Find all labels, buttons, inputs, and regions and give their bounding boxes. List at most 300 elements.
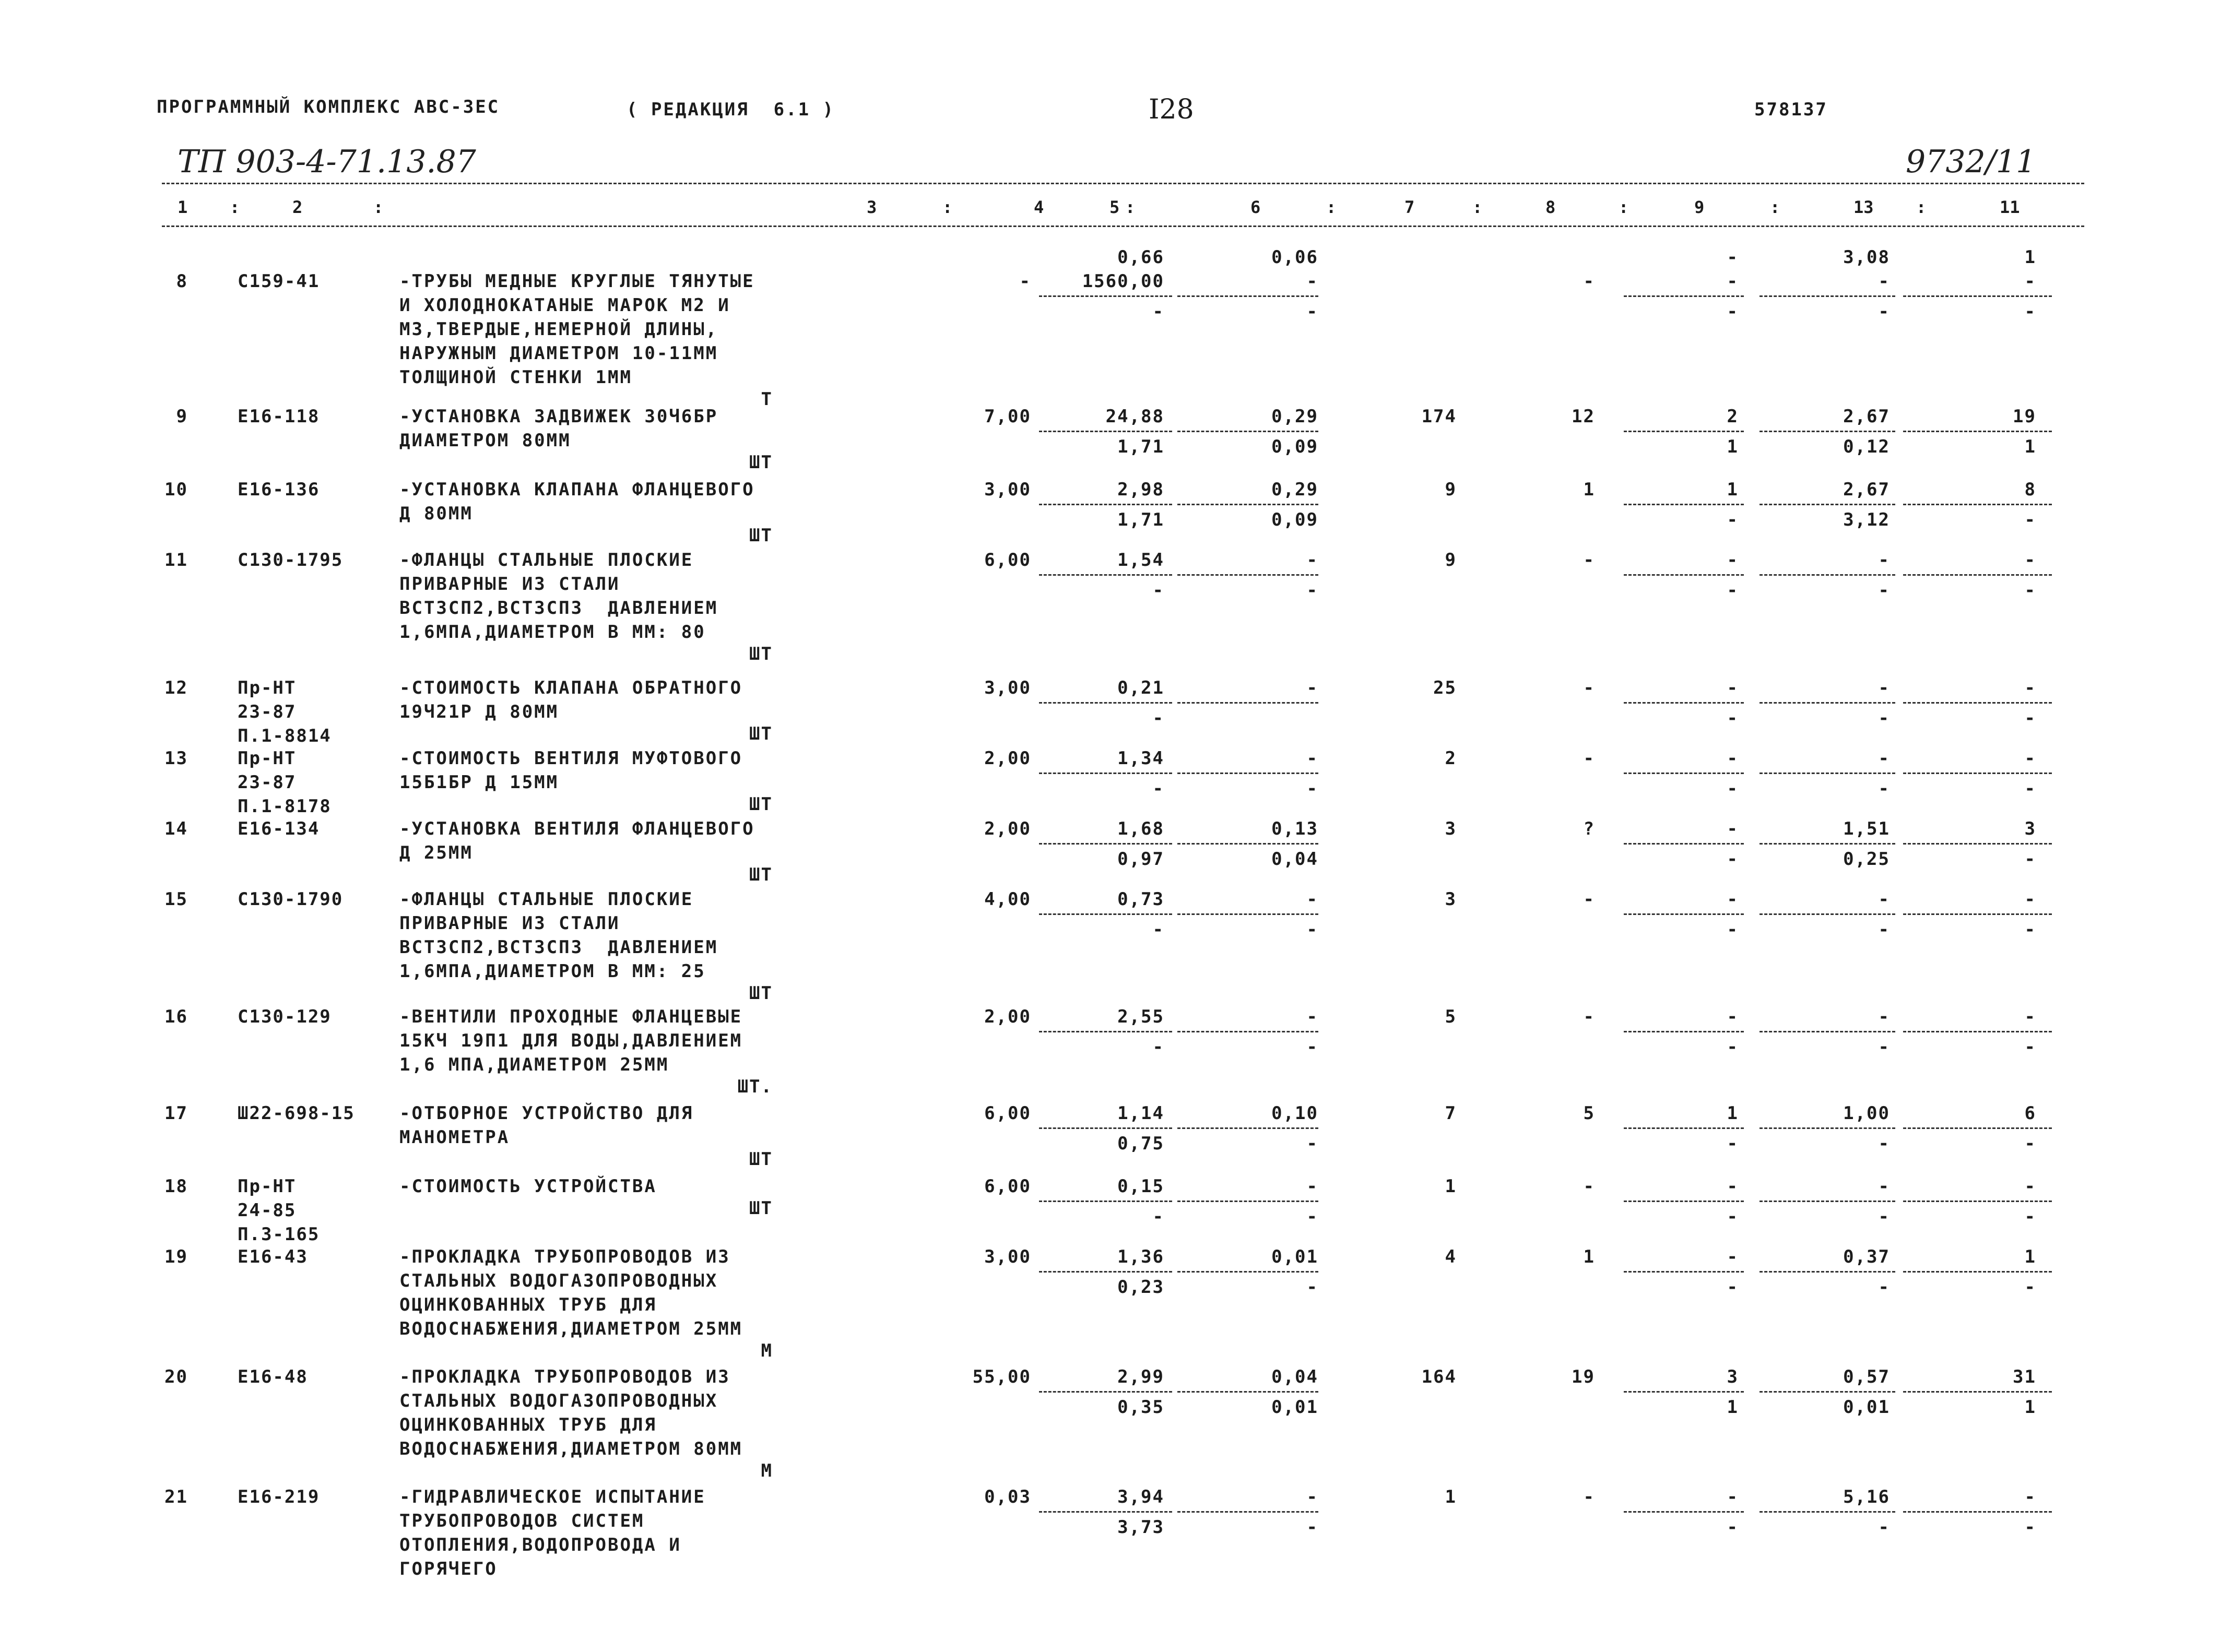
value-c7: 9: [1445, 550, 1457, 571]
value-c5: 1,68: [1117, 818, 1164, 839]
work-description: ПРИВАРНЫЕ ИЗ СТАЛИ: [399, 574, 620, 595]
value-c7: 9: [1445, 479, 1457, 500]
row-number: 18: [164, 1176, 188, 1197]
sub-value-c9: -: [1727, 849, 1739, 870]
sub-value-c9: -: [1727, 580, 1739, 601]
norm-code: 23-87: [238, 702, 297, 722]
work-description: И ХОЛОДНОКАТАНЫЕ МАРОК М2 И: [399, 295, 730, 316]
value-c11: 1: [2024, 1246, 2036, 1267]
sub-value-c13: 0,25: [1843, 849, 1890, 870]
row-separator: [1624, 504, 1744, 505]
row-separator: [1177, 1127, 1318, 1129]
norm-code: П.1-8814: [238, 726, 332, 746]
row-separator: [1760, 843, 1895, 845]
value-c13: 0,37: [1843, 1246, 1890, 1267]
row-number: 8: [176, 271, 188, 292]
row-separator: [1903, 574, 2052, 576]
value-c8: -: [1583, 748, 1595, 769]
work-description: Д 25ММ: [399, 842, 473, 863]
sub-value-c11: -: [2024, 509, 2036, 530]
row-separator: [1177, 772, 1318, 774]
sub-value-c9: -: [1727, 301, 1739, 322]
value-c8: -: [1583, 678, 1595, 698]
row-separator: [1624, 574, 1744, 576]
norm-code: С130-129: [238, 1006, 332, 1027]
sub-value-c5: 0,97: [1117, 849, 1164, 870]
sub-value-c5: -: [1152, 919, 1164, 940]
pre-value-c9: -: [1727, 247, 1739, 268]
unit-label: ШТ.: [737, 1076, 773, 1097]
column-header: :: [230, 197, 240, 217]
sub-value-c5: 0,75: [1117, 1133, 1164, 1154]
value-c11: -: [2024, 678, 2036, 698]
sub-value-c9: -: [1727, 919, 1739, 940]
value-c7: 174: [1421, 406, 1457, 427]
norm-code: Пр-НТ: [238, 1176, 297, 1197]
project-stamp: ТП 903-4-71.13.87: [178, 144, 476, 180]
value-c5: 0,21: [1117, 678, 1164, 698]
unit-label: ШТ: [749, 525, 773, 546]
row-separator: [1039, 913, 1172, 915]
value-c4: 0,03: [984, 1487, 1031, 1507]
sub-value-c11: -: [2024, 1133, 2036, 1154]
sub-value-c9: 1: [1727, 1397, 1739, 1418]
sub-value-c13: -: [1878, 1277, 1890, 1298]
row-separator: [1760, 431, 1895, 432]
sub-value-c9: -: [1727, 778, 1739, 799]
row-separator: [1039, 295, 1172, 297]
value-c9: -: [1727, 678, 1739, 698]
row-separator: [1039, 431, 1172, 432]
row-separator: [1624, 772, 1744, 774]
value-c5: 0,15: [1117, 1176, 1164, 1197]
row-number: 19: [164, 1246, 188, 1267]
norm-code: П.3-165: [238, 1224, 320, 1245]
row-number: 9: [176, 406, 188, 427]
column-header: 2: [292, 197, 303, 217]
norm-code: Е16-136: [238, 479, 320, 500]
sub-value-c6: -: [1306, 778, 1318, 799]
row-separator: [1039, 504, 1172, 505]
row-separator: [1760, 1391, 1895, 1393]
value-c8: 12: [1572, 406, 1595, 427]
sub-value-c6: 0,09: [1271, 436, 1318, 457]
sub-value-c13: -: [1878, 708, 1890, 729]
work-description: Д 80ММ: [399, 503, 473, 524]
column-header: :: [1770, 197, 1780, 217]
norm-code: С159-41: [238, 271, 320, 292]
sub-value-c5: 1,71: [1117, 436, 1164, 457]
sub-value-c11: -: [2024, 580, 2036, 601]
value-c13: 1,51: [1843, 818, 1890, 839]
sub-value-c9: -: [1727, 1277, 1739, 1298]
value-c4: 6,00: [984, 550, 1031, 571]
value-c7: 7: [1445, 1103, 1457, 1124]
work-description: 19Ч21Р Д 80ММ: [399, 702, 559, 722]
row-number: 17: [164, 1103, 188, 1124]
value-c9: -: [1727, 1487, 1739, 1507]
sheet-stamp: 9732/11: [1906, 144, 2036, 180]
unit-label: ШТ: [749, 644, 773, 664]
program-title: ПРОГРАММНЫЙ КОМПЛЕКС АВС-ЗЕС: [157, 97, 500, 117]
work-description: ОЦИНКОВАННЫХ ТРУБ ДЛЯ: [399, 1415, 657, 1435]
sub-value-c13: -: [1878, 1206, 1890, 1227]
value-c5: 0,73: [1117, 889, 1164, 910]
row-separator: [1760, 574, 1895, 576]
sub-value-c13: 3,12: [1843, 509, 1890, 530]
value-c9: 1: [1727, 479, 1739, 500]
value-c5: 1560,00: [1082, 271, 1164, 292]
sub-value-c5: 0,23: [1117, 1277, 1164, 1298]
sub-value-c6: 0,09: [1271, 509, 1318, 530]
row-number: 13: [164, 748, 188, 769]
row-separator: [1760, 702, 1895, 704]
row-separator: [1039, 702, 1172, 704]
header-rule-top: [162, 183, 2084, 184]
value-c11: 8: [2024, 479, 2036, 500]
column-header: :: [373, 197, 384, 217]
value-c7: 4: [1445, 1246, 1457, 1267]
unit-label: ШТ: [749, 1149, 773, 1170]
sub-value-c6: -: [1306, 1206, 1318, 1227]
column-header: :: [1916, 197, 1927, 217]
value-c6: 0,29: [1271, 406, 1318, 427]
value-c9: -: [1727, 1246, 1739, 1267]
value-c13: 5,16: [1843, 1487, 1890, 1507]
column-header: 1: [178, 197, 188, 217]
value-c8: -: [1583, 1487, 1595, 1507]
row-separator: [1760, 1127, 1895, 1129]
value-c13: 0,57: [1843, 1366, 1890, 1387]
value-c4: 55,00: [972, 1366, 1031, 1387]
value-c6: 0,13: [1271, 818, 1318, 839]
work-description: ПРИВАРНЫЕ ИЗ СТАЛИ: [399, 913, 620, 934]
work-description: ДИАМЕТРОМ 80ММ: [399, 430, 571, 451]
sub-value-c13: -: [1878, 1517, 1890, 1538]
value-c4: 7,00: [984, 406, 1031, 427]
value-c4: 2,00: [984, 1006, 1031, 1027]
work-description: -УСТАНОВКА КЛАПАНА ФЛАНЦЕВОГО: [399, 479, 755, 500]
row-separator: [1903, 1391, 2052, 1393]
sub-value-c11: -: [2024, 708, 2036, 729]
norm-code: 24-85: [238, 1200, 297, 1221]
value-c7: 3: [1445, 889, 1457, 910]
value-c11: 19: [2013, 406, 2036, 427]
row-separator: [1624, 1201, 1744, 1202]
row-separator: [1177, 1031, 1318, 1032]
pre-value-c13: 3,08: [1843, 247, 1890, 268]
value-c5: 1,34: [1117, 748, 1164, 769]
row-separator: [1624, 295, 1744, 297]
sub-value-c5: -: [1152, 708, 1164, 729]
value-c5: 3,94: [1117, 1487, 1164, 1507]
work-description: СТАЛЬНЫХ ВОДОГАЗОПРОВОДНЫХ: [399, 1390, 718, 1411]
value-c13: -: [1878, 748, 1890, 769]
sub-value-c9: -: [1727, 1037, 1739, 1057]
work-description: ОЦИНКОВАННЫХ ТРУБ ДЛЯ: [399, 1294, 657, 1315]
sub-value-c11: -: [2024, 1517, 2036, 1538]
value-c9: -: [1727, 889, 1739, 910]
row-separator: [1760, 1031, 1895, 1032]
value-c6: -: [1306, 1006, 1318, 1027]
value-c11: -: [2024, 1487, 2036, 1507]
value-c11: -: [2024, 1006, 2036, 1027]
doc-code: 578137: [1754, 99, 1828, 120]
value-c11: 31: [2013, 1366, 2036, 1387]
value-c5: 2,98: [1117, 479, 1164, 500]
value-c4: 6,00: [984, 1103, 1031, 1124]
column-header: :: [1326, 197, 1337, 217]
sub-value-c5: -: [1152, 301, 1164, 322]
row-separator: [1903, 1031, 2052, 1032]
row-separator: [1624, 1127, 1744, 1129]
value-c6: 0,10: [1271, 1103, 1318, 1124]
row-separator: [1760, 295, 1895, 297]
work-description: 1,6 МПА,ДИАМЕТРОМ 25ММ: [399, 1054, 669, 1075]
value-c5: 24,88: [1105, 406, 1164, 427]
row-separator: [1624, 1391, 1744, 1393]
value-c8: 1: [1583, 1246, 1595, 1267]
norm-code: С130-1790: [238, 889, 344, 910]
row-separator: [1177, 1511, 1318, 1513]
value-c7: 1: [1445, 1176, 1457, 1197]
value-c8: 1: [1583, 479, 1595, 500]
sub-value-c6: -: [1306, 1517, 1318, 1538]
row-separator: [1177, 1391, 1318, 1393]
norm-code: Ш22-698-15: [238, 1103, 355, 1124]
value-c13: -: [1878, 1006, 1890, 1027]
sub-value-c6: 0,04: [1271, 849, 1318, 870]
work-description: -СТОИМОСТЬ ВЕНТИЛЯ МУФТОВОГО: [399, 748, 743, 769]
sub-value-c5: -: [1152, 778, 1164, 799]
sub-value-c5: 3,73: [1117, 1517, 1164, 1538]
row-separator: [1177, 295, 1318, 297]
value-c11: -: [2024, 1176, 2036, 1197]
value-c8: -: [1583, 550, 1595, 571]
sub-value-c11: -: [2024, 301, 2036, 322]
sub-value-c9: -: [1727, 509, 1739, 530]
work-description: 15КЧ 19П1 ДЛЯ ВОДЫ,ДАВЛЕНИЕМ: [399, 1030, 743, 1051]
column-header: 5: [1109, 197, 1120, 217]
norm-code: Е16-43: [238, 1246, 308, 1267]
work-description: ОТОПЛЕНИЯ,ВОДОПРОВОДА И: [399, 1535, 681, 1555]
sub-value-c5: -: [1152, 580, 1164, 601]
unit-label: ШТ: [749, 1198, 773, 1219]
value-c8: -: [1583, 1176, 1595, 1197]
row-separator: [1760, 1271, 1895, 1273]
sub-value-c6: -: [1306, 580, 1318, 601]
norm-code: Е16-134: [238, 818, 320, 839]
work-description: -ВЕНТИЛИ ПРОХОДНЫЕ ФЛАНЦЕВЫЕ: [399, 1006, 743, 1027]
work-description: ТОЛЩИНОЙ СТЕНКИ 1ММ: [399, 367, 632, 388]
value-c11: 3: [2024, 818, 2036, 839]
page-number: I28: [1149, 94, 1194, 125]
row-number: 11: [164, 550, 188, 571]
unit-label: ШТ: [749, 864, 773, 885]
unit-label: Т: [761, 389, 773, 410]
column-header: 4: [1034, 197, 1044, 217]
norm-code: Е16-48: [238, 1366, 308, 1387]
value-c9: -: [1727, 818, 1739, 839]
column-header: :: [1619, 197, 1629, 217]
sub-value-c13: -: [1878, 1037, 1890, 1057]
work-description: 1,6МПА,ДИАМЕТРОМ В ММ: 25: [399, 961, 706, 982]
value-c13: -: [1878, 1176, 1890, 1197]
work-description: СТАЛЬНЫХ ВОДОГАЗОПРОВОДНЫХ: [399, 1270, 718, 1291]
sub-value-c5: 0,35: [1117, 1397, 1164, 1418]
value-c11: 6: [2024, 1103, 2036, 1124]
row-separator: [1177, 504, 1318, 505]
sub-value-c13: -: [1878, 1133, 1890, 1154]
value-c13: -: [1878, 550, 1890, 571]
row-separator: [1177, 431, 1318, 432]
row-separator: [1039, 1031, 1172, 1032]
value-c6: -: [1306, 889, 1318, 910]
row-separator: [1760, 772, 1895, 774]
row-separator: [1903, 1271, 2052, 1273]
row-separator: [1903, 843, 2052, 845]
sub-value-c6: -: [1306, 1133, 1318, 1154]
value-c13: -: [1878, 889, 1890, 910]
value-c5: 1,14: [1117, 1103, 1164, 1124]
value-c6: -: [1306, 1487, 1318, 1507]
column-header: 8: [1545, 197, 1556, 217]
value-c4: 4,00: [984, 889, 1031, 910]
norm-code: Е16-219: [238, 1487, 320, 1507]
value-c8: -: [1583, 889, 1595, 910]
work-description: ТРУБОПРОВОДОВ СИСТЕМ: [399, 1511, 645, 1531]
work-description: ВСТ3СП2,ВСТ3СП3 ДАВЛЕНИЕМ: [399, 937, 718, 958]
value-c6: 0,29: [1271, 479, 1318, 500]
row-number: 10: [164, 479, 188, 500]
row-separator: [1177, 1271, 1318, 1273]
sub-value-c5: -: [1152, 1206, 1164, 1227]
column-header: :: [1472, 197, 1483, 217]
work-description: М3,ТВЕРДЫЕ,НЕМЕРНОЙ ДЛИНЫ,: [399, 319, 718, 340]
row-number: 14: [164, 818, 188, 839]
value-c8: 5: [1583, 1103, 1595, 1124]
value-c11: -: [2024, 748, 2036, 769]
value-c13: 2,67: [1843, 406, 1890, 427]
row-separator: [1903, 1511, 2052, 1513]
work-description: 1,6МПА,ДИАМЕТРОМ В ММ: 80: [399, 622, 706, 643]
row-separator: [1624, 431, 1744, 432]
row-separator: [1039, 1201, 1172, 1202]
column-header: 6: [1250, 197, 1261, 217]
row-separator: [1624, 913, 1744, 915]
work-description: МАНОМЕТРА: [399, 1127, 510, 1148]
work-description: -ПРОКЛАДКА ТРУБОПРОВОДОВ ИЗ: [399, 1246, 730, 1267]
norm-code: Пр-НТ: [238, 678, 297, 698]
sub-value-c5: 1,71: [1117, 509, 1164, 530]
value-c5: 1,54: [1117, 550, 1164, 571]
sub-value-c6: -: [1306, 1037, 1318, 1057]
value-c9: 3: [1727, 1366, 1739, 1387]
pre-value-c6: 0,06: [1271, 247, 1318, 268]
row-separator: [1177, 843, 1318, 845]
value-c9: 1: [1727, 1103, 1739, 1124]
work-description: -ОТБОРНОЕ УСТРОЙСТВО ДЛЯ: [399, 1103, 694, 1124]
row-separator: [1039, 1127, 1172, 1129]
value-c9: -: [1727, 748, 1739, 769]
value-c9: -: [1727, 1176, 1739, 1197]
sub-value-c6: -: [1306, 301, 1318, 322]
sub-value-c13: -: [1878, 580, 1890, 601]
value-c13: 1,00: [1843, 1103, 1890, 1124]
work-description: -ТРУБЫ МЕДНЫЕ КРУГЛЫЕ ТЯНУТЫЕ: [399, 271, 755, 292]
sub-value-c13: -: [1878, 301, 1890, 322]
row-separator: [1903, 913, 2052, 915]
pre-value-c11: 1: [2024, 247, 2036, 268]
column-header: 3: [867, 197, 877, 217]
row-number: 15: [164, 889, 188, 910]
row-separator: [1177, 913, 1318, 915]
value-c7: 1: [1445, 1487, 1457, 1507]
row-separator: [1039, 1391, 1172, 1393]
row-separator: [1903, 295, 2052, 297]
sub-value-c11: -: [2024, 1037, 2036, 1057]
value-c7: 2: [1445, 748, 1457, 769]
norm-code: С130-1795: [238, 550, 344, 571]
value-c4: 2,00: [984, 748, 1031, 769]
row-number: 16: [164, 1006, 188, 1027]
value-c4: 3,00: [984, 479, 1031, 500]
row-separator: [1760, 1201, 1895, 1202]
row-separator: [1760, 504, 1895, 505]
row-separator: [1760, 913, 1895, 915]
value-c4: -: [1019, 271, 1031, 292]
sub-value-c13: -: [1878, 778, 1890, 799]
value-c6: -: [1306, 271, 1318, 292]
value-c7: 25: [1433, 678, 1457, 698]
row-separator: [1903, 772, 2052, 774]
row-separator: [1177, 574, 1318, 576]
value-c5: 2,99: [1117, 1366, 1164, 1387]
value-c8: 19: [1572, 1366, 1595, 1387]
column-header: 7: [1404, 197, 1415, 217]
row-separator: [1039, 1511, 1172, 1513]
value-c5: 2,55: [1117, 1006, 1164, 1027]
sub-value-c9: -: [1727, 1206, 1739, 1227]
value-c6: -: [1306, 1176, 1318, 1197]
value-c9: -: [1727, 550, 1739, 571]
column-header: :: [1125, 197, 1136, 217]
value-c13: -: [1878, 678, 1890, 698]
unit-label: ШТ: [749, 723, 773, 744]
row-separator: [1624, 1271, 1744, 1273]
row-separator: [1903, 504, 2052, 505]
row-separator: [1624, 843, 1744, 845]
row-separator: [1903, 1127, 2052, 1129]
row-separator: [1903, 1201, 2052, 1202]
work-description: -УСТАНОВКА ВЕНТИЛЯ ФЛАНЦЕВОГО: [399, 818, 755, 839]
work-description: ВОДОСНАБЖЕНИЯ,ДИАМЕТРОМ 80ММ: [399, 1439, 743, 1459]
work-description: -СТОИМОСТЬ КЛАПАНА ОБРАТНОГО: [399, 678, 743, 698]
header-rule-bottom: [162, 225, 2084, 227]
work-description: -ПРОКЛАДКА ТРУБОПРОВОДОВ ИЗ: [399, 1366, 730, 1387]
value-c8: ?: [1583, 818, 1595, 839]
sub-value-c11: -: [2024, 778, 2036, 799]
row-separator: [1039, 843, 1172, 845]
row-separator: [1903, 702, 2052, 704]
sub-value-c9: -: [1727, 708, 1739, 729]
row-separator: [1177, 702, 1318, 704]
sub-value-c13: 0,01: [1843, 1397, 1890, 1418]
value-c11: -: [2024, 550, 2036, 571]
work-description: ВСТ3СП2,ВСТ3СП3 ДАВЛЕНИЕМ: [399, 598, 718, 619]
unit-label: М: [761, 1340, 773, 1361]
sub-value-c11: -: [2024, 919, 2036, 940]
